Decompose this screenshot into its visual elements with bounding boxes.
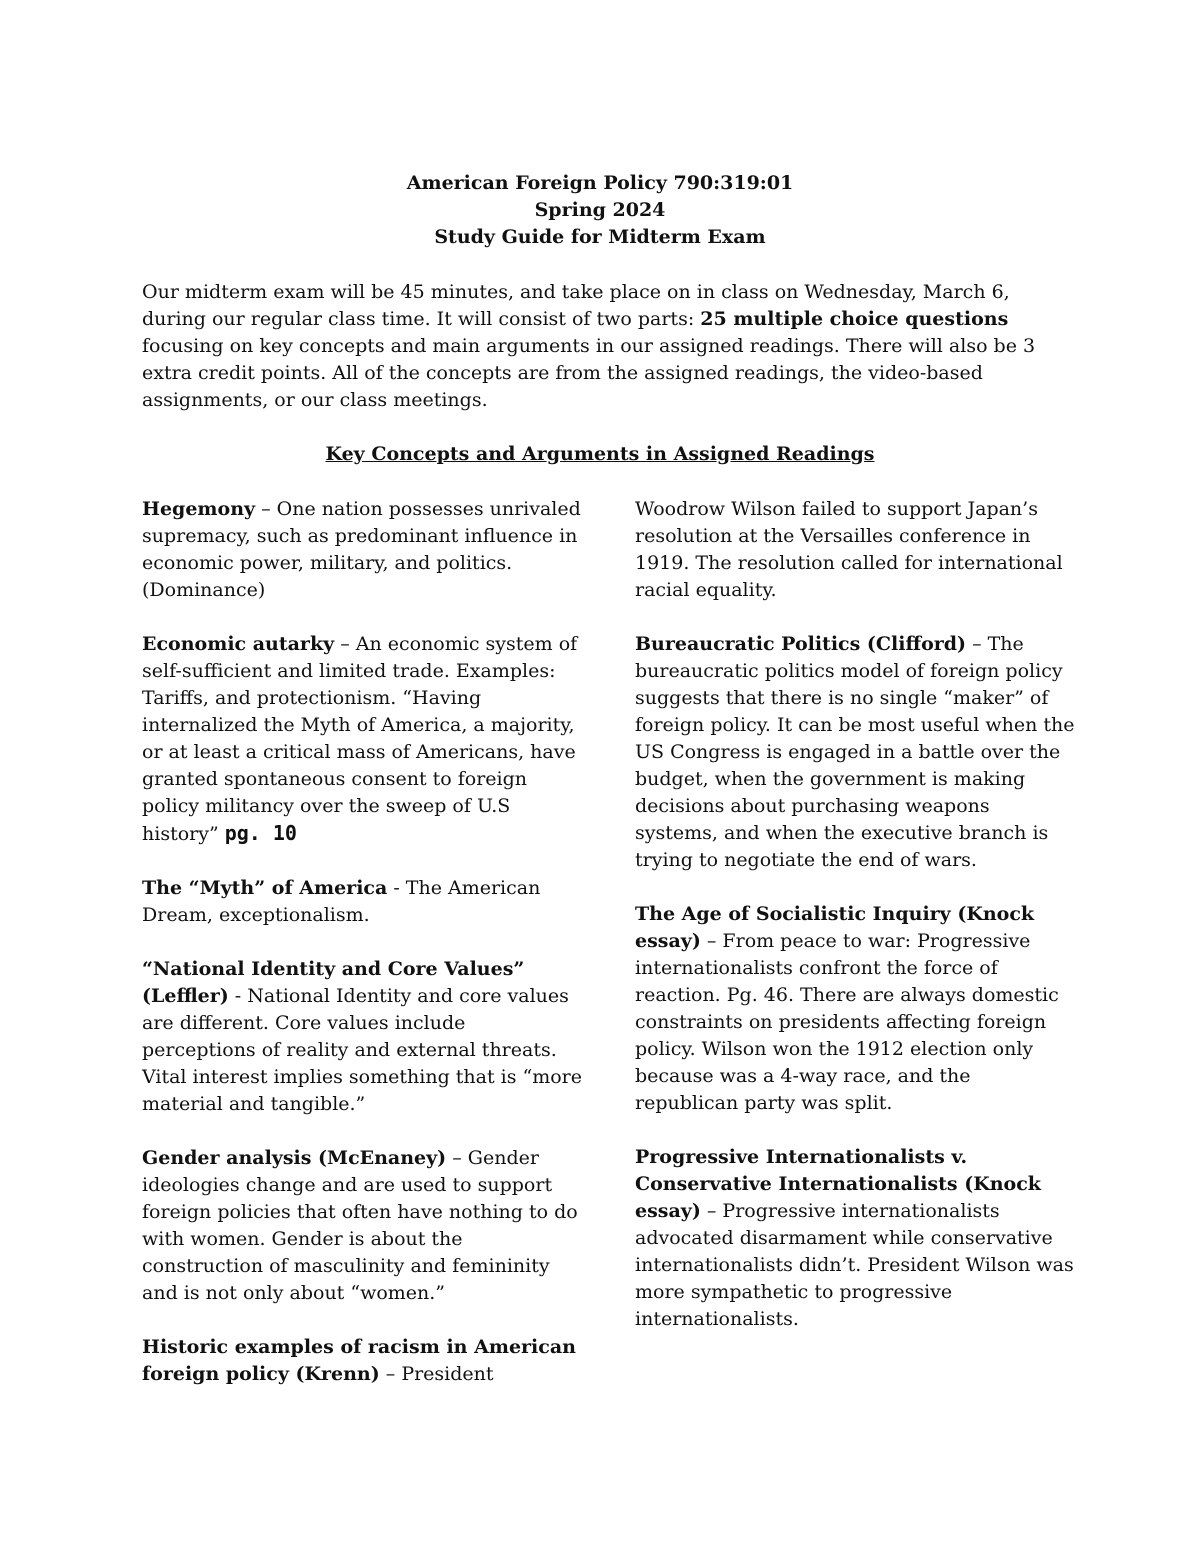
concept-entry — [142, 631, 582, 848]
concept-entry — [635, 631, 1075, 874]
intro-bold-text: 25 multiple choice questions — [700, 308, 1009, 330]
concept-definition: Woodrow Wilson failed to support Japan’s resolution at the Versailles conference in 1919. The resolution called for international racial equality. — [635, 498, 1063, 601]
concept-definition: From peace to war: Progressive internationalists confront the force of reaction. Pg. 46. There are always domestic constraints on presidents affecting foreign policy. Wilson won the 1912 election only because was a 4-way race, and the republican party was split. — [635, 930, 1059, 1114]
concept-separator: – — [446, 1147, 468, 1169]
concept-entry — [142, 496, 582, 604]
concept-definition: Progressive internationalists advocated disarmament while conservative internationalists didn’t. President Wilson was more sympathetic to progressive internationalists. — [635, 1200, 1074, 1330]
concept-term: The Age of Socialistic Inquiry (Knock essay) — [635, 903, 1035, 952]
term-label: Spring 2024 — [534, 199, 666, 221]
concept-separator: – — [966, 633, 988, 655]
concept-definition: The bureaucratic politics model of foreign policy suggests that there is no single “maker” of foreign policy. It can be most useful when the US Congress is engaged in a battle over the budget, when the government is making decisions about purchasing weapons systems, and when the executive branch is trying to negotiate the end of wars. — [635, 633, 1075, 871]
concept-definition: The American Dream, exceptionalism. — [142, 877, 541, 926]
concept-term: The “Myth” of America — [142, 877, 388, 899]
concept-entry — [635, 496, 1075, 604]
concept-term: Progressive Internationalists v. Conservative Internationalists (Knock essay) — [635, 1146, 1041, 1222]
concept-separator: – — [700, 930, 723, 952]
concept-term: Hegemony — [142, 498, 256, 520]
concept-definition: Gender ideologies change and are used to support foreign policies that often have nothing to do with women. Gender is about the construction of masculinity and femininity and is not only about “women.” — [142, 1147, 578, 1304]
concept-term: Bureaucratic Politics (Clifford) — [635, 633, 967, 655]
concept-definition: One nation possesses unrivaled supremacy, such as predominant influence in economic power, military, and politics. (Dominance) — [142, 498, 581, 601]
intro-paragraph — [142, 279, 1072, 414]
concept-entry — [635, 901, 1075, 1117]
concept-separator: - — [387, 877, 406, 899]
concept-definition: An economic system of self-sufficient and limited trade. Examples: Tariffs, and protectionism. “Having internalized the Myth of America, a majority, or at least a critical mass of Americans, have granted spontaneous consent to foreign policy militancy over the sweep of U.S history” — [142, 633, 578, 845]
concept-entry — [635, 1144, 1075, 1333]
concept-separator: - — [228, 985, 248, 1007]
section-heading: Key Concepts and Arguments in Assigned Readings — [325, 443, 875, 465]
concept-separator: – — [334, 633, 356, 655]
concept-separator: – — [700, 1200, 723, 1222]
right-column — [635, 496, 1075, 1360]
concept-separator: – — [379, 1363, 402, 1385]
concept-definition: National Identity and core values are different. Core values include perceptions of reality and external threats. Vital interest implies something that is “more material and tangible.” — [142, 985, 583, 1115]
concept-entry — [142, 875, 582, 929]
concept-entry — [142, 1145, 582, 1307]
intro-text-1: Our midterm exam will be 45 minutes, and take place on in class on Wednesday, March 6, during our regular class time. It will consist of two parts: — [142, 281, 1010, 330]
concept-term: Economic autarky — [142, 633, 335, 655]
concept-separator: – — [255, 498, 277, 520]
concept-term: “National Identity and Core Values” (Leffler) — [142, 958, 525, 1007]
intro-text-2: focusing on key concepts and main arguments in our assigned readings. There will also be 3 extra credit points. All of the concepts are from the assigned readings, the video-based assignments, or our class meetings. — [142, 335, 1036, 411]
concept-definition: President — [401, 1363, 494, 1385]
concept-entry — [142, 956, 582, 1118]
document-header — [0, 170, 1200, 251]
concept-term: Gender analysis (McEnaney) — [142, 1147, 447, 1169]
concept-term: Historic examples of racism in American foreign policy (Krenn) — [142, 1336, 576, 1385]
concept-entry — [142, 1334, 582, 1388]
left-column — [142, 496, 582, 1415]
guide-title: Study Guide for Midterm Exam — [434, 226, 766, 248]
page-reference: pg. 10 — [224, 821, 297, 845]
course-title: American Foreign Policy 790:319:01 — [406, 172, 794, 194]
